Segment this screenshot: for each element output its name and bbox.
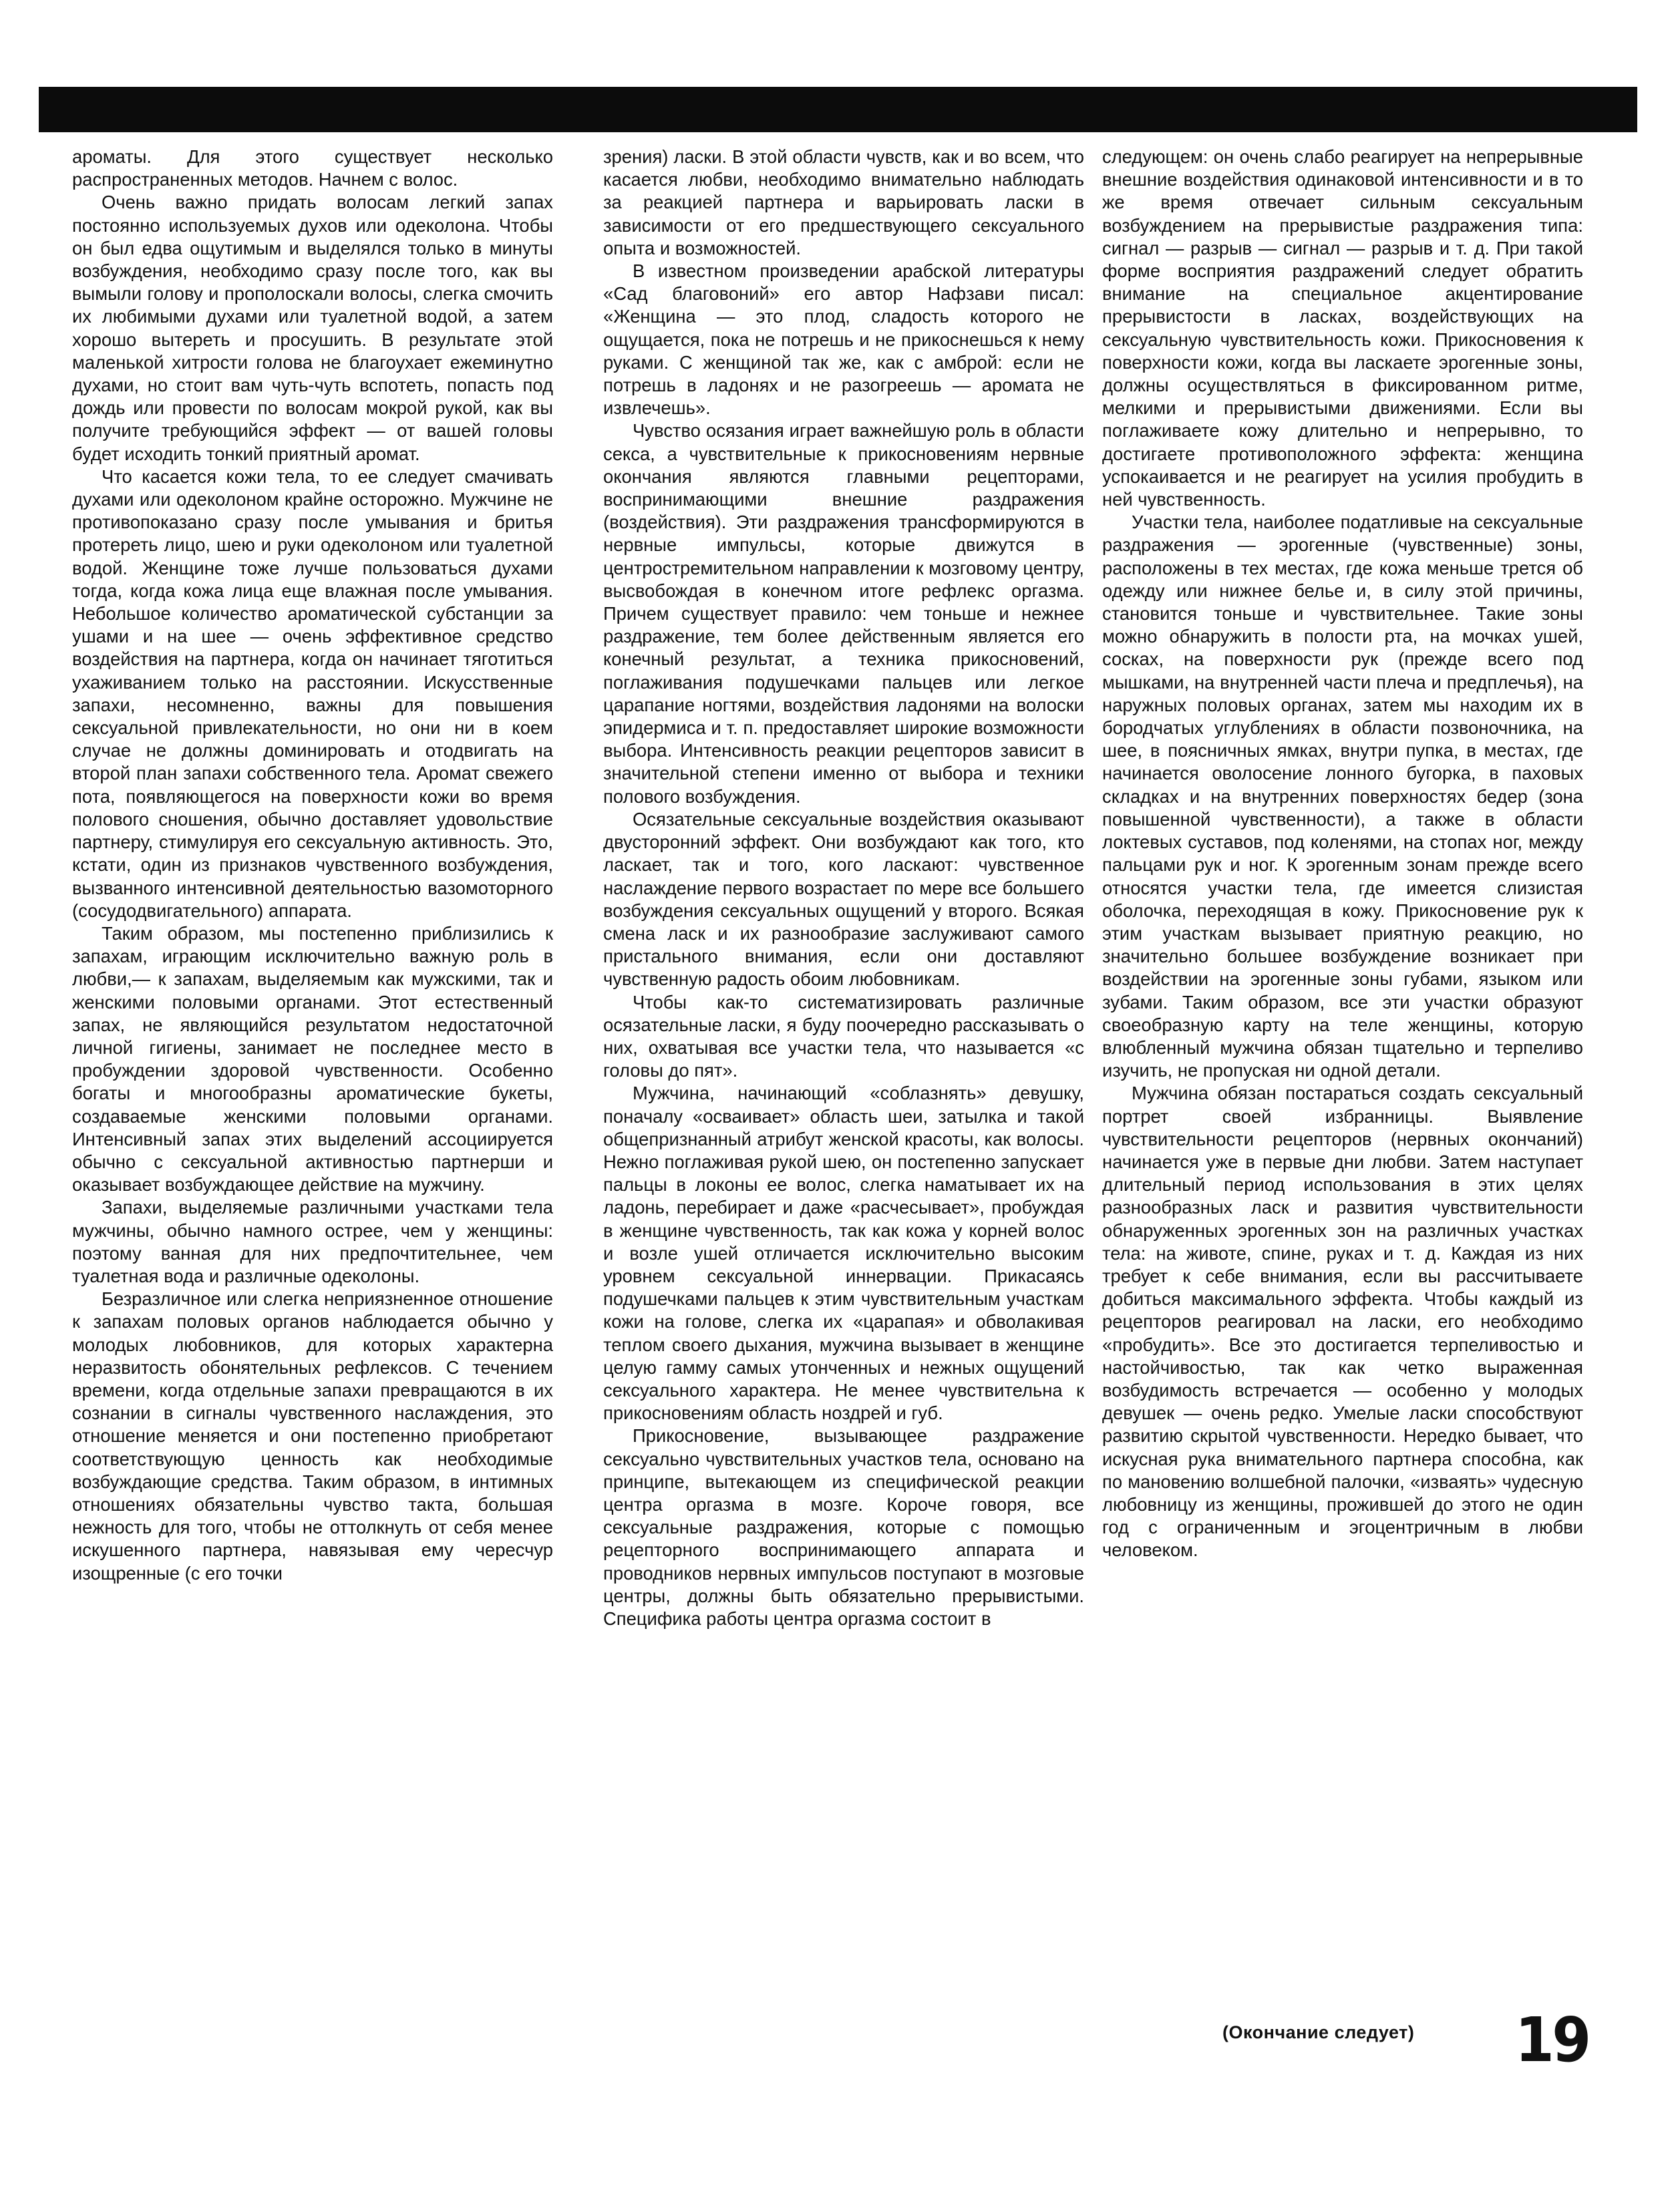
paragraph: Чтобы как-то систематизировать различные осязательные ласки, я буду поочередно рассказывать о них, охватывая все участки тела, что называется «с головы до пят». <box>603 991 1084 1081</box>
paragraph: Безразличное или слегка неприязненное отношение к запахам половых органов наблюдается обычно у молодых любовников, для которых характерна неразвитость обонятельных рефлексов. С течением времени, когда отдельные запахи превращаются в их сознании в сигналы чувственного наслаждения, это отношение меняется и они постепенно приобретают соответствующую ценность как необходимые возбуждающие средства. Таким образом, в интимных отношениях обязательны чувство такта, большая нежность для того, чтобы не оттолкнуть от себя менее искушенного партнера, навязывая ему чересчур изощренные (с его точки <box>72 1288 553 1584</box>
paragraph: следующем: он очень слабо реагирует на непрерывные внешние воздействия одинаковой интенсивности и в то же время отвечает сильным сексуальным возбуждением на прерывистые раздражения типа: сигнал — разрыв — сигнал — разрыв и т. д. При такой форме восприятия раздражений следует обратить внимание на специальное акцентирование прерывистости в ласках, воздействующих на сексуальную чувствительность кожи. Прикосновения к поверхности кожи, когда вы ласкаете эрогенные зоны, должны осуществляться в фиксированном ритме, мелкими и прерывистыми движениями. Если вы поглаживаете кожу длительно и непрерывно, то достигаете противоположного эффекта: женщина успокаивается и не реагирует на усилия пробудить в ней чувственность. <box>1102 146 1583 510</box>
paragraph: Участки тела, наиболее податливые на сексуальные раздражения — эрогенные (чувственные) зоны, расположены в тех местах, где кожа меньше трется об одежду или нижнее белье и, в силу этой причины, становится тоньше и чувствительнее. Такие зоны можно обнаружить в полости рта, на мочках ушей, сосках, на поверхности рук (прежде всего под мышками, на внутренней части плеча и предплечья), на наружных половых органах, затем мы находим их в бородчатых углублениях в области позвоночника, на шее, в поясничных ямках, внутри пупка, в местах, где начинается оволосение лонного бугорка, в паховых складках и на внутренних поверхностях бедер (зона повышенной чувственности), а также в области локтевых суставов, под коленями, на стопах ног, между пальцами рук и ног. К эрогенным зонам прежде всего относятся участки тела, где имеется слизистая оболочка, переходящая в кожу. Прикосновение рук к этим участкам вызывает приятную реакцию, но значительно большее возбуждение возникает при воздействии на эрогенные зоны губами, языком или зубами. Таким образом, все эти участки образуют своеобразную карту на теле женщины, которую влюбленный мужчина обязан тщательно и терпеливо изучить, не пропуская ни одной детали. <box>1102 512 1583 1081</box>
paragraph: Что касается кожи тела, то ее следует смачивать духами или одеколоном крайне осторожно. Мужчине не противопоказано сразу после умывания и бритья протереть лицо, шею и руки одеколоном или туалетной водой. Женщине тоже лучше пользоваться духами тогда, когда кожа лица еще влажная после умывания. Небольшое количество ароматической субстанции за ушами и на шее — очень эффективное средство воздействия на партнера, когда он начинает тяготиться ухаживанием только на расстоянии. Искусственные запахи, несомненно, важны для повышения сексуальной привлекательности, но они ни в коем случае не должны доминировать и отодвигать на второй план запахи собственного тела. Аромат свежего пота, появляющегося на поверхности кожи во время полового сношения, обычно доставляет удовольствие партнеру, стимулируя его сексуальную активность. Это, кстати, один из признаков чувственного возбуждения, вызванного интенсивной деятельностью вазомоторного (сосудодвигательного) аппарата. <box>72 466 553 921</box>
paragraph: В известном произведении арабской литературы «Сад благовоний» его автор Нафзави писал: «Женщина — это плод, сладость которого не ощущается, пока не потрешь и не прикоснешься к нему руками. С женщиной так же, как с амброй: если не потрешь в ладонях и не разогреешь — аромата не извлечешь». <box>603 260 1084 419</box>
ending-note: (Окончание следует) <box>1222 2022 1415 2042</box>
paragraph: ароматы. Для этого существует несколько распространенных методов. Начнем с волос. <box>72 146 553 190</box>
paragraph: Запахи, выделяемые различными участками тела мужчины, обычно намного острее, чем у женщины: поэтому ванная для них предпочтительнее, чем туалетная вода и различные одеколоны. <box>72 1197 553 1286</box>
paragraph: Очень важно придать волосам легкий запах постоянно используемых духов или одеколона. Чтобы он был едва ощутимым и выделялся только в минуты возбуждения, необходимо сразу после того, как вы вымыли голову и прополоскали волосы, слегка смочить их любимыми духами или туалетной водой, а затем хорошо вытереть и просушить. В результате этой маленькой хитрости голова не благоухает ежеминутно духами, но стоит вам чуть-чуть вспотеть, попасть под дождь или провести по волосам мокрой рукой, как вы получите требующийся эффект — от вашей головы будет исходить тонкий приятный аромат. <box>72 192 553 464</box>
page-number: 19 <box>1515 2004 1589 2076</box>
paragraph: Прикосновение, вызывающее раздражение сексуально чувствительных участков тела, основано на принципе, вытекающем из специфической реакции центра оргазма в мозге. Короче говоря, все сексуальные раздражения, которые с помощью рецепторного воспринимающего аппарата и проводников нервных импульсов поступают в мозговые центры, должны быть обязательно прерывистыми. Специфика работы центра оргазма состоит в <box>603 1425 1084 1629</box>
paragraph: Осязательные сексуальные воздействия оказывают двусторонний эффект. Они возбуждают как того, кто ласкает, так и того, кого ласкают: чувственное наслаждение первого возрастает по мере все большего возбуждения сексуальных ощущений у второго. Всякая смена ласк и их разнообразие заслуживают самого пристального внимания, если они доставляют чувственную радость обоим любовникам. <box>603 808 1084 990</box>
text-column-1 <box>72 146 553 2076</box>
paragraph: Мужчина обязан постараться создать сексуальный портрет своей избранницы. Выявление чувствительности рецепторов (нервных окончаний) начинается уже в первые дни любви. Затем наступает длительный период использования в этих целях разнообразных ласк и развития чувствительности обнаруженных эрогенных зон на различных участках тела: на животе, спине, руках и т. д. Каждая из них требует к себе внимания, если вы рассчитываете добиться максимального эффекта. Чтобы каждый из рецепторов реагировал на ласки, его необходимо «пробудить». Все это достигается терпеливостью и настойчивостью, так как четко выраженная возбудимость встречается — особенно у молодых девушек — очень редко. Умелые ласки способствуют развитию скрытой чувственности. Нередко бывает, что искусная рука внимательного партнера способна, как по мановению волшебной палочки, «изваять» чудесную любовницу из женщины, прожившей до этого не один год с ограниченным и эгоцентричным в любви человеком. <box>1102 1083 1583 1561</box>
paragraph: Таким образом, мы постепенно приблизились к запахам, играющим исключительно важную роль в любви,— к запахам, выделяемым как мужскими, так и женскими половыми органами. Этот естественный запах, не являющийся результатом недостаточной личной гигиены, занимает не последнее место в пробуждении здоровой чувственности. Особенно богаты и многообразны ароматические букеты, создаваемые женскими половыми органами. Интенсивный запах этих выделений ассоциируется обычно с сексуальной активностью партнерши и оказывает возбуждающее действие на мужчину. <box>72 922 553 1195</box>
paragraph: Чувство осязания играет важнейшую роль в области секса, а чувствительные к прикосновениям нервные окончания являются главными рецепторами, воспринимающими внешние раздражения (воздействия). Эти раздражения трансформируются в нервные импульсы, которые движутся в центростремительном направлении к мозговому центру, высвобождая в конечном итоге рефлекс оргазма. Причем существует правило: чем тоньше и нежнее раздражение, тем более действенным является его конечный результат, а техника прикосновений, поглаживания подушечками пальцев или легкое царапание ногтями, воздействия ладонями на волоски эпидермиса и т. п. предоставляет широкие возможности выбора. Интенсивность реакции рецепторов зависит в значительной степени именно от выбора и техники полового возбуждения. <box>603 420 1084 807</box>
paragraph: Мужчина, начинающий «соблазнять» девушку, поначалу «осваивает» область шеи, затылка и такой общепризнанный атрибут женской красоты, как волосы. Нежно поглаживая рукой шею, он постепенно запускает пальцы в локоны ее волос, слегка наматывает их на ладонь, перебирает и даже «расчесывает», пробуждая в женщине чувственность, так как кожа у корней волос и возле ушей отличается исключительно высоким уровнем сексуальной иннервации. Прикасаясь подушечками пальцев к этим чувствительным участкам кожи на голове, слегка их «царапая» и обволакивая теплом своего дыхания, мужчина вызывает в женщине целую гамму самых утонченных и нежных ощущений сексуального характера. Не менее чувствительна к прикосновениям область ноздрей и губ. <box>603 1083 1084 1424</box>
text-column-3 <box>1102 146 1583 2076</box>
text-column-2 <box>603 146 1084 2076</box>
header-bar <box>39 87 1637 132</box>
paragraph: зрения) ласки. В этой области чувств, как и во всем, что касается любви, необходимо внимательно наблюдать за реакцией партнера и варьировать ласки в зависимости от его предшествующего сексуального опыта и возможностей. <box>603 146 1084 258</box>
